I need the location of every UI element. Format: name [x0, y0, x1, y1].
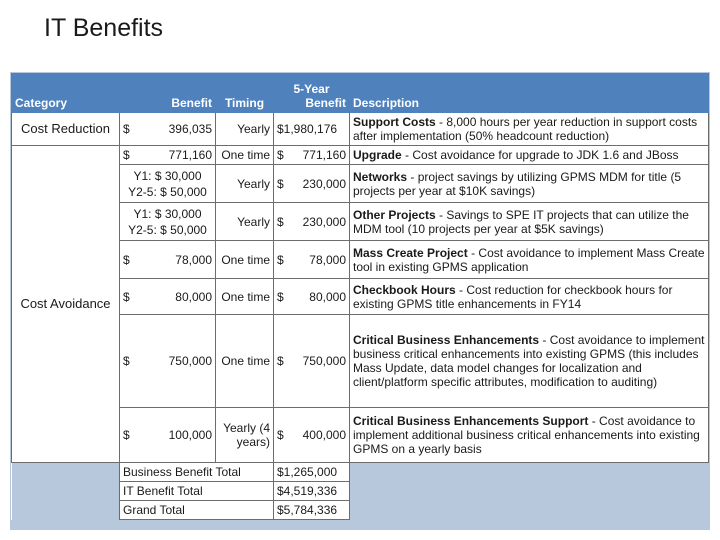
- total-value: $5,784,336: [274, 501, 350, 520]
- benefit-cell: [120, 241, 216, 279]
- category-cell: Cost Avoidance: [12, 146, 120, 463]
- header-category: Category: [12, 74, 120, 113]
- five-year-amount: 230,000: [302, 214, 346, 229]
- five-year-currency: $: [277, 214, 284, 229]
- benefit-line2: Y2-5: $ 50,000: [128, 184, 207, 199]
- total-value: $4,519,336: [274, 482, 350, 501]
- benefit-line1: Y1: $ 30,000: [133, 168, 202, 183]
- five-year-cell: [274, 279, 350, 315]
- description-title: Critical Business Enhancements Support: [353, 414, 589, 428]
- description-cell: [350, 113, 709, 146]
- timing-cell: One time: [216, 241, 274, 279]
- benefit-currency: $: [123, 148, 130, 162]
- description-cell: [350, 241, 709, 279]
- five-year-amount: 771,160: [302, 148, 346, 162]
- benefit-amount: 771,160: [168, 148, 212, 162]
- five-year-amount: 78,000: [309, 252, 346, 267]
- five-year-amount: 80,000: [309, 289, 346, 304]
- benefit-amount: 80,000: [175, 289, 212, 304]
- total-spacer: [12, 482, 120, 501]
- description-text: - Savings to SPE IT projects that can utilize the MDM tool (10 projects per year at $5K savings): [353, 207, 689, 236]
- five-year-cell: [274, 408, 350, 463]
- five-year-currency: $: [277, 289, 284, 304]
- five-year-cell: [274, 315, 350, 408]
- description-title: Critical Business Enhancements: [353, 333, 540, 347]
- description-title: Mass Create Project: [353, 245, 468, 260]
- total-spacer: [350, 482, 709, 501]
- benefit-cell: [120, 315, 216, 408]
- benefit-currency: $: [123, 289, 130, 304]
- five-year-currency: $: [277, 176, 284, 191]
- description-cell: [350, 146, 709, 165]
- five-year-cell: [274, 146, 350, 165]
- total-spacer: [350, 463, 709, 482]
- five-year-currency: $: [277, 428, 284, 442]
- description-text: - Cost avoidance to implement business critical enhancements into existing GPMS (this includes Mass Update, data model changes for localization and client/platform specific attributes, modification to auditing): [353, 333, 705, 389]
- total-label: Grand Total: [120, 501, 274, 520]
- five-year-currency: $: [277, 354, 284, 368]
- total-row: [12, 482, 709, 501]
- description-cell: [350, 203, 709, 241]
- description-text: - Cost reduction for checkbook hours for existing GPMS title enhancements in FY14: [353, 282, 673, 311]
- five-year-cell: $1,980,176: [274, 113, 350, 146]
- benefit-line2: Y2-5: $ 50,000: [128, 222, 207, 237]
- five-year-amount: 750,000: [302, 354, 346, 368]
- timing-cell: One time: [216, 315, 274, 408]
- benefit-cell: [120, 408, 216, 463]
- total-spacer: [350, 501, 709, 520]
- description-title: Support Costs: [353, 115, 436, 129]
- benefit-currency: $: [123, 122, 130, 136]
- description-text: - Cost avoidance to implement Mass Create tool in existing GPMS application: [353, 245, 705, 274]
- description-cell: [350, 315, 709, 408]
- table-row: [12, 146, 709, 165]
- description-text: - 8,000 hours per year reduction in support costs after implementation (50% headcount reduction): [353, 115, 698, 143]
- total-row: [12, 463, 709, 482]
- five-year-cell: [274, 165, 350, 203]
- benefit-currency: $: [123, 354, 130, 368]
- benefit-amount: 750,000: [168, 354, 212, 368]
- header-five-year-line1: 5-Year: [293, 82, 330, 96]
- header-row: [12, 74, 709, 113]
- benefit-cell: [120, 203, 216, 241]
- total-value: $1,265,000: [274, 463, 350, 482]
- total-label: IT Benefit Total: [120, 482, 274, 501]
- benefit-line1: Y1: $ 30,000: [133, 206, 202, 221]
- benefit-amount: 100,000: [168, 428, 212, 442]
- five-year-cell: [274, 203, 350, 241]
- timing-cell: Yearly (4 years): [216, 408, 274, 463]
- total-row: [12, 501, 709, 520]
- timing-cell: One time: [216, 279, 274, 315]
- timing-cell: One time: [216, 146, 274, 165]
- benefit-amount: 78,000: [175, 252, 212, 267]
- header-description: Description: [350, 74, 709, 113]
- benefits-table: [11, 73, 709, 520]
- total-label: Business Benefit Total: [120, 463, 274, 482]
- description-cell: [350, 165, 709, 203]
- description-title: Networks: [353, 169, 408, 184]
- benefit-cell: [120, 279, 216, 315]
- benefit-cell: [120, 146, 216, 165]
- benefit-cell: [120, 165, 216, 203]
- slide-title: IT Benefits: [44, 14, 164, 42]
- timing-cell: Yearly: [216, 203, 274, 241]
- benefit-currency: $: [123, 252, 130, 267]
- description-title: Checkbook Hours: [353, 282, 456, 297]
- description-cell: [350, 408, 709, 463]
- timing-cell: Yearly: [216, 113, 274, 146]
- five-year-amount: 230,000: [302, 176, 346, 191]
- timing-cell: Yearly: [216, 165, 274, 203]
- description-title: Upgrade: [353, 148, 402, 162]
- five-year-currency: $: [277, 252, 284, 267]
- five-year-currency: $: [277, 148, 284, 162]
- header-benefit: Benefit: [120, 74, 216, 113]
- total-spacer: [12, 501, 120, 520]
- total-spacer: [12, 463, 120, 482]
- header-five-year: [274, 74, 350, 113]
- five-year-cell: [274, 241, 350, 279]
- description-text: - project savings by utilizing GPMS MDM for title (5 projects per year at $10K savings): [353, 169, 682, 198]
- header-timing: Timing: [216, 74, 274, 113]
- benefit-currency: $: [123, 428, 130, 442]
- description-text: - Cost avoidance for upgrade to JDK 1.6 and JBoss: [401, 148, 679, 162]
- benefit-amount: 396,035: [168, 122, 212, 136]
- category-cell: Cost Reduction: [12, 113, 120, 146]
- header-five-year-line2: Benefit: [305, 96, 346, 110]
- description-cell: [350, 279, 709, 315]
- table-row: [12, 113, 709, 146]
- benefit-cell: [120, 113, 216, 146]
- description-text: - Cost avoidance to implement additional business critical enhancements into existing GPMS on a yearly basis: [353, 414, 700, 456]
- description-title: Other Projects: [353, 207, 436, 222]
- five-year-amount: 400,000: [302, 428, 346, 442]
